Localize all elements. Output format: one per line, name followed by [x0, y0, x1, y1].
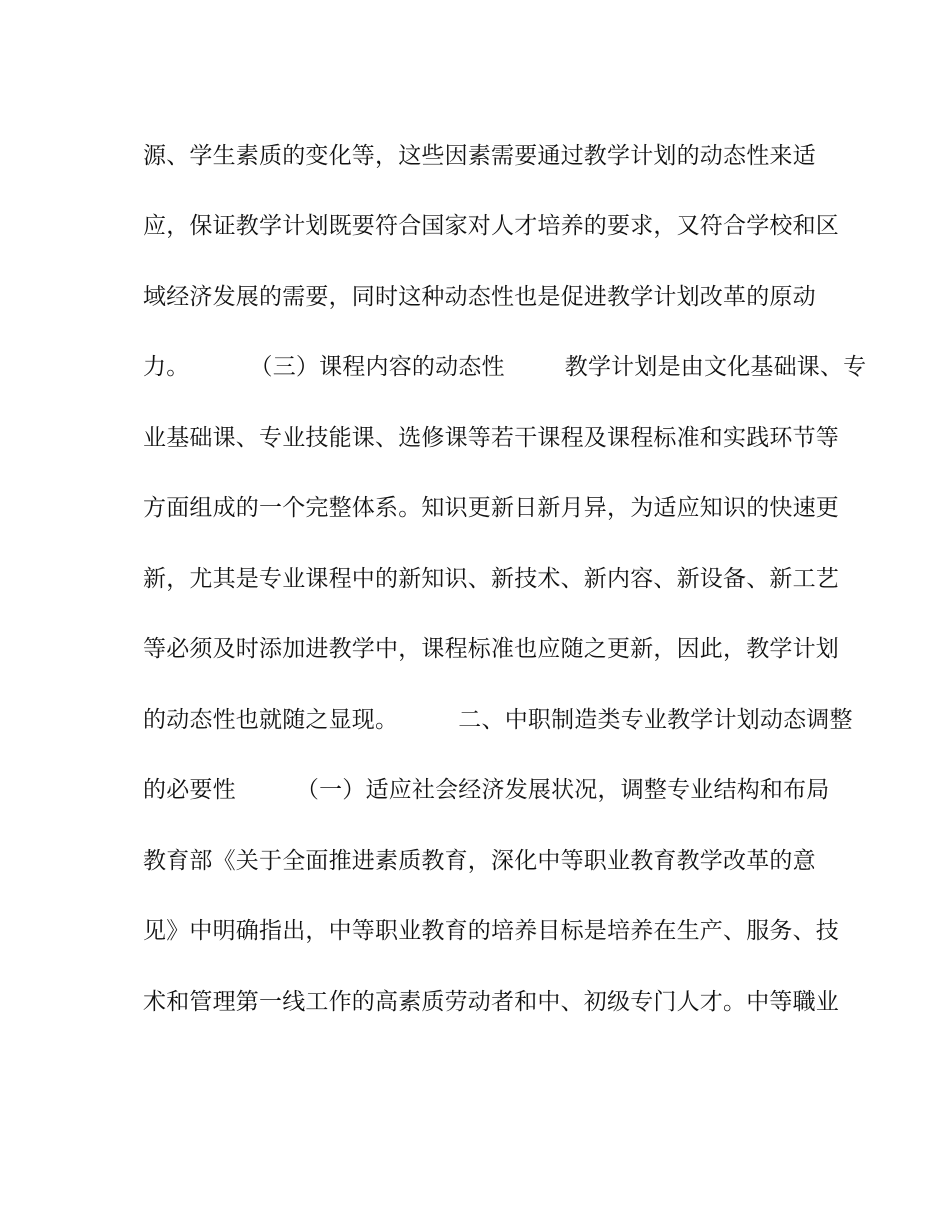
text-line-9: 的动态性也就随之显现。 二、中职制造类专业教学计划动态调整: [143, 707, 853, 733]
text-line-4: 力。 （三）课程内容的动态性 教学计划是由文化基础课、专: [143, 354, 867, 380]
text-line-12: 见》中明确指出，中等职业教育的培养目标是培养在生产、服务、技: [143, 918, 839, 944]
text-line-11: 教育部《关于全面推进素质教育，深化中等职业教育教学改革的意: [143, 848, 816, 874]
text-line-10: 的必要性 （一）适应社会经济发展状况，调整专业结构和布局: [143, 777, 830, 803]
text-line-5: 业基础课、专业技能课、选修课等若干课程及课程标准和实践环节等: [143, 425, 839, 451]
text-line-3: 域经济发展的需要，同时这种动态性也是促进教学计划改革的原动: [143, 284, 816, 310]
text-line-7: 新，尤其是专业课程中的新知识、新技术、新内容、新设备、新工艺: [143, 566, 839, 592]
text-line-1: 源、学生素质的变化等，这些因素需要通过教学计划的动态性来适: [143, 143, 816, 169]
text-line-13: 术和管理第一线工作的高素质劳动者和中、初级专门人才。中等職业: [143, 989, 839, 1015]
text-line-2: 应，保证教学计划既要符合国家对人才培养的要求，又符合学校和区: [143, 213, 839, 239]
text-line-8: 等必须及时添加进教学中，课程标准也应随之更新，因此，教学计划: [143, 636, 839, 662]
text-line-6: 方面组成的一个完整体系。知识更新日新月异，为适应知识的快速更: [143, 495, 839, 521]
